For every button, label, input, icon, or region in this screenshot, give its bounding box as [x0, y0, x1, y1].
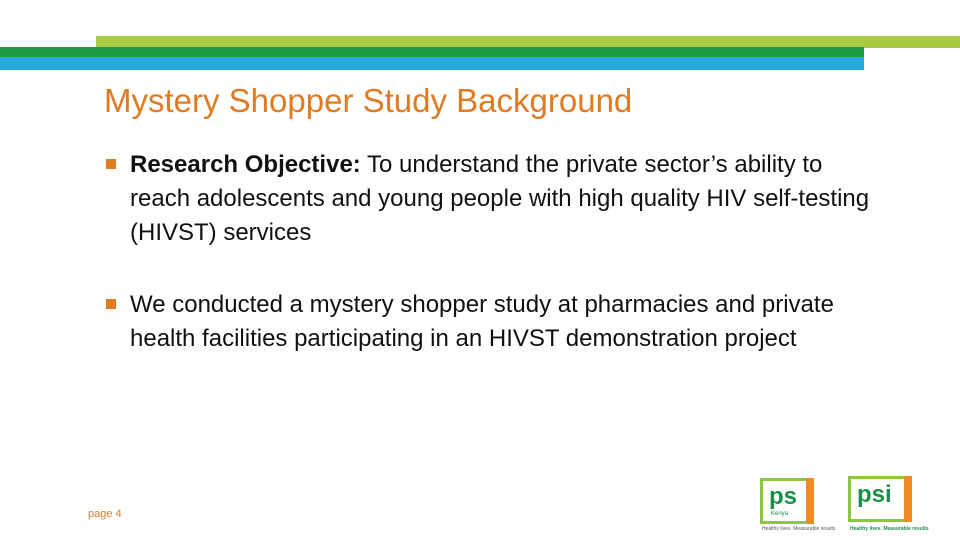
bullet-text: To understand the private sector’s ability to reach adolescents and young people with high quality HIV self-testing (HIVST) services [130, 151, 870, 246]
ps-logo-tagline: Healthy lives. Measurable results [762, 526, 836, 532]
bullet-square-icon [106, 159, 116, 169]
bullet-research-objective [106, 148, 886, 250]
ps-logo-text: ps [769, 483, 798, 510]
bullet-study-description [106, 288, 886, 356]
bullet-square-icon [106, 299, 116, 309]
header-bar-blue [0, 57, 864, 70]
ps-logo-subtext: Kenya [771, 511, 789, 517]
ps-kenya-logo [758, 476, 836, 532]
bullet-list [106, 148, 886, 394]
slide-title: Mystery Shopper Study Background [104, 82, 633, 119]
psi-logo-text: psi [857, 481, 892, 508]
psi-logo-tagline: Healthy lives. Measurable results [850, 526, 929, 532]
logo-accent [904, 476, 912, 522]
ps-logo-box [760, 478, 814, 524]
bullet-lead: Research Objective: [130, 151, 361, 178]
psi-logo [846, 474, 942, 532]
page-number: page 4 [88, 508, 122, 520]
bullet-text: We conducted a mystery shopper study at pharmacies and private health facilities participating in an HIVST demonstration project [130, 291, 834, 352]
psi-logo-box [848, 476, 912, 522]
logo-accent [806, 478, 814, 524]
